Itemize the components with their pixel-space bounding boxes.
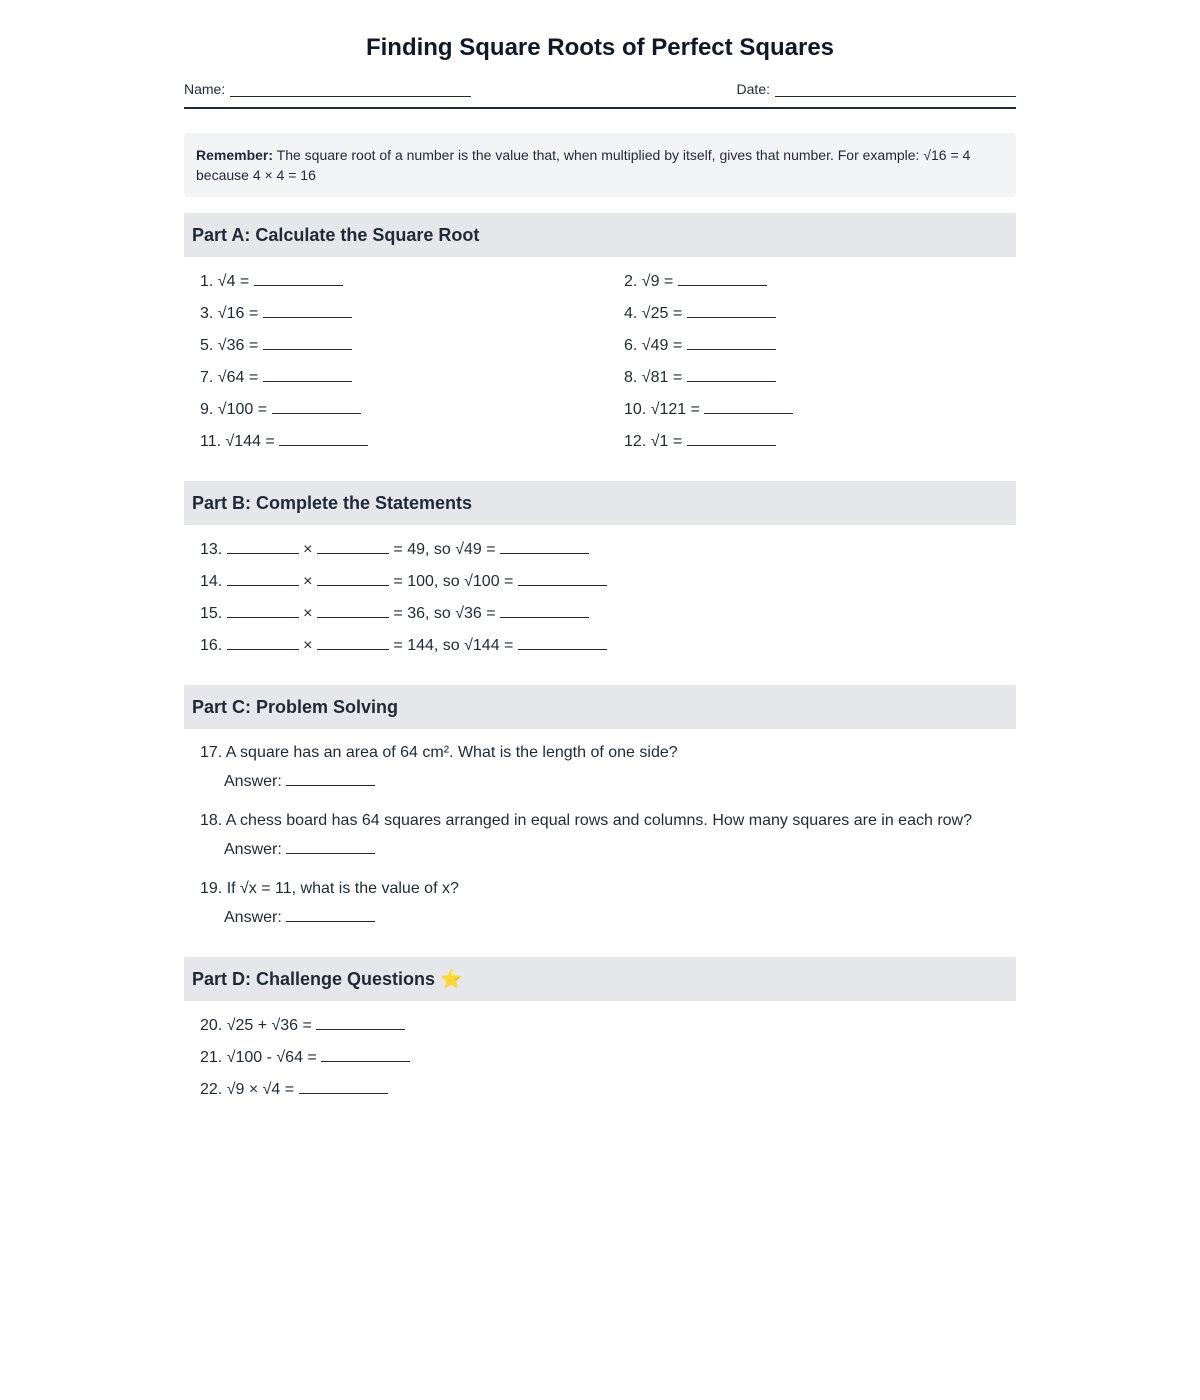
answer-blank[interactable]	[272, 397, 361, 414]
part-a-questions	[184, 257, 1016, 465]
part-b-header: Part B: Complete the Statements	[184, 481, 1016, 525]
question-item: 5. √36 =	[200, 333, 624, 357]
answer-blank[interactable]	[299, 1077, 388, 1094]
statement-item: 15. × = 36, so √36 =	[200, 601, 1000, 625]
question-item: 10. √121 =	[624, 397, 1032, 421]
answer-blank[interactable]	[518, 633, 607, 650]
question-item: 4. √25 =	[624, 301, 1032, 325]
factor-blank[interactable]	[227, 633, 299, 650]
name-label: Name:	[184, 81, 226, 97]
answer-blank[interactable]	[704, 397, 793, 414]
problem-text: 19. If √x = 11, what is the value of x?	[200, 880, 459, 897]
answer-blank[interactable]	[321, 1045, 410, 1062]
part-d-title: Part D: Challenge Questions	[192, 969, 436, 989]
date-blank[interactable]	[775, 82, 1016, 97]
name-field	[184, 81, 471, 97]
answer-blank[interactable]	[316, 1013, 405, 1030]
answer-blank[interactable]	[286, 769, 375, 786]
answer-blank[interactable]	[263, 333, 352, 350]
remember-text: The square root of a number is the value that, when multiplied by itself, gives that number. For example: √16 = 4 because 4 × 4 = 16	[196, 147, 971, 183]
question-item: 22. √9 × √4 =	[200, 1077, 1000, 1101]
question-item: 11. √144 =	[200, 429, 624, 453]
part-b-questions	[184, 525, 1016, 669]
answer-blank[interactable]	[286, 905, 375, 922]
problem-text: 17. A square has an area of 64 cm². What is the length of one side?	[200, 744, 678, 761]
name-blank[interactable]	[230, 82, 471, 97]
question-item: 8. √81 =	[624, 365, 1032, 389]
factor-blank[interactable]	[317, 633, 389, 650]
answer-blank[interactable]	[254, 269, 343, 286]
question-item: 21. √100 - √64 =	[200, 1045, 1000, 1069]
question-item: 3. √16 =	[200, 301, 624, 325]
answer-blank[interactable]	[500, 537, 589, 554]
student-info-row	[184, 81, 1016, 109]
factor-blank[interactable]	[227, 601, 299, 618]
answer-blank[interactable]	[500, 601, 589, 618]
question-item: 9. √100 =	[200, 397, 624, 421]
page-title: Finding Square Roots of Perfect Squares	[365, 34, 835, 61]
part-c-problems	[184, 729, 1016, 941]
answer-blank[interactable]	[687, 429, 776, 446]
answer-blank[interactable]	[263, 301, 352, 318]
star-icon: ⭐	[440, 969, 463, 989]
remember-box	[184, 133, 1016, 197]
answer-blank[interactable]	[687, 333, 776, 350]
answer-blank[interactable]	[687, 365, 776, 382]
statement-item: 13. × = 49, so √49 =	[200, 537, 1000, 561]
answer-row: Answer:	[200, 837, 1000, 861]
question-item: 12. √1 =	[624, 429, 1032, 453]
answer-row: Answer:	[200, 769, 1000, 793]
factor-blank[interactable]	[227, 569, 299, 586]
question-item: 2. √9 =	[624, 269, 1032, 293]
remember-label: Remember:	[196, 147, 274, 163]
statement-item: 14. × = 100, so √100 =	[200, 569, 1000, 593]
answer-blank[interactable]	[263, 365, 352, 382]
answer-row: Answer:	[200, 905, 1000, 929]
problem-item	[200, 877, 1000, 929]
part-d-questions	[184, 1001, 1016, 1113]
part-d-header	[184, 957, 1016, 1001]
factor-blank[interactable]	[317, 601, 389, 618]
answer-blank[interactable]	[687, 301, 776, 318]
answer-blank[interactable]	[286, 837, 375, 854]
statement-item: 16. × = 144, so √144 =	[200, 633, 1000, 657]
problem-item	[200, 809, 1000, 861]
question-item: 6. √49 =	[624, 333, 1032, 357]
date-field	[737, 81, 1016, 97]
factor-blank[interactable]	[227, 537, 299, 554]
factor-blank[interactable]	[317, 537, 389, 554]
answer-blank[interactable]	[279, 429, 368, 446]
problem-text: 18. A chess board has 64 squares arranged in equal rows and columns. How many squares are in each row?	[200, 812, 972, 829]
part-c-header: Part C: Problem Solving	[184, 685, 1016, 729]
answer-blank[interactable]	[518, 569, 607, 586]
question-item: 1. √4 =	[200, 269, 624, 293]
worksheet-page	[184, 0, 1016, 1113]
factor-blank[interactable]	[317, 569, 389, 586]
answer-blank[interactable]	[678, 269, 767, 286]
question-item: 7. √64 =	[200, 365, 624, 389]
question-item: 20. √25 + √36 =	[200, 1013, 1000, 1037]
date-label: Date:	[736, 81, 770, 97]
part-a-header: Part A: Calculate the Square Root	[184, 213, 1016, 257]
problem-item	[200, 741, 1000, 793]
